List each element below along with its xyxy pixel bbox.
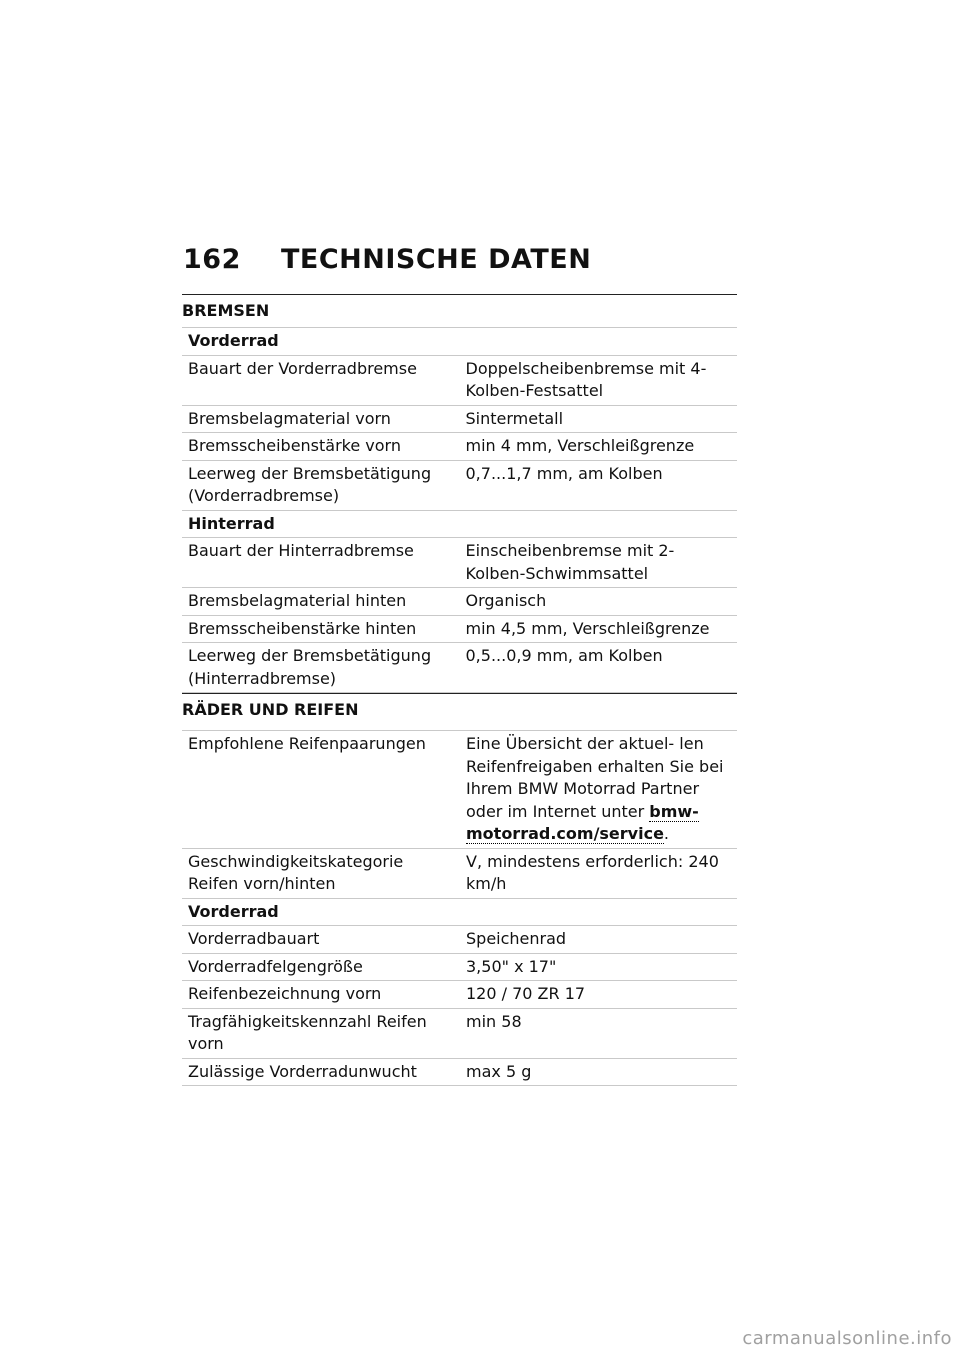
subheading-row [182, 510, 737, 538]
table-row [182, 588, 737, 616]
page-header [183, 243, 743, 277]
table-row [182, 953, 737, 981]
table-row [182, 643, 737, 693]
section-title-wheels: RÄDER UND REIFEN [182, 693, 737, 726]
spec-label: Tragfähigkeitskennzahl Reifen vorn [182, 1008, 460, 1058]
spec-value: V, mindestens erforderlich: 240 km/h [460, 848, 737, 898]
spec-label: Vorderradfelgengröße [182, 953, 460, 981]
spec-value: Sintermetall [460, 405, 738, 433]
spec-value: 120 / 70 ZR 17 [460, 981, 737, 1009]
brakes-table [182, 327, 737, 693]
table-row [182, 1008, 737, 1058]
spec-label: Reifenbezeichnung vorn [182, 981, 460, 1009]
spec-label: Leerweg der Bremsbetätigung (Hinterradbremse) [182, 643, 460, 693]
table-row [182, 460, 737, 510]
spec-label: Vorderradbauart [182, 926, 460, 954]
table-row [182, 731, 737, 849]
spec-value: max 5 g [460, 1058, 737, 1086]
page-number: 162 [183, 244, 241, 275]
spec-value: Einscheibenbremse mit 2-Kolben-Schwimmsattel [460, 538, 738, 588]
spec-value: Doppelscheibenbremse mit 4-Kolben-Festsattel [460, 355, 738, 405]
spec-label: Bauart der Vorderradbremse [182, 355, 460, 405]
spec-value [460, 731, 737, 849]
spec-label: Bremsscheibenstärke hinten [182, 615, 460, 643]
link-suffix: . [663, 824, 670, 843]
subheading-front-wheel: Vorderrad [182, 898, 737, 926]
brakes-section [182, 294, 737, 693]
subheading-row [182, 328, 737, 356]
spec-value: 0,7...1,7 mm, am Kolben [460, 460, 738, 510]
spec-label: Bremsbelagmaterial vorn [182, 405, 460, 433]
spec-label: Leerweg der Bremsbetätigung (Vorderradbremse) [182, 460, 460, 510]
service-link[interactable]: bmw-motorrad.com/service [466, 801, 699, 843]
table-row [182, 848, 737, 898]
subheading-rear-wheel: Hinterrad [182, 510, 737, 538]
table-row [182, 538, 737, 588]
subheading-row [182, 898, 737, 926]
spec-label: Bremsbelagmaterial hinten [182, 588, 460, 616]
spec-value: 3,50" x 17" [460, 953, 737, 981]
spec-value: Organisch [460, 588, 738, 616]
spec-value: min 58 [460, 1008, 737, 1058]
spec-value: 0,5...0,9 mm, am Kolben [460, 643, 738, 693]
table-row [182, 1058, 737, 1086]
table-row [182, 433, 737, 461]
wheels-table [182, 730, 737, 1086]
spec-value: min 4 mm, Verschleißgrenze [460, 433, 738, 461]
wheels-section [182, 693, 737, 1086]
table-row [182, 355, 737, 405]
spec-label: Bauart der Hinterradbremse [182, 538, 460, 588]
spec-label: Bremsscheibenstärke vorn [182, 433, 460, 461]
table-row [182, 615, 737, 643]
chapter-title: TECHNISCHE DATEN [281, 244, 592, 275]
table-row [182, 405, 737, 433]
spec-label: Zulässige Vorderradunwucht [182, 1058, 460, 1086]
subheading-front-wheel: Vorderrad [182, 328, 737, 356]
table-row [182, 981, 737, 1009]
watermark: carmanualsonline.info [742, 1328, 952, 1349]
recommendation-text: Eine Übersicht der aktuel- len Reifenfreigaben erhalten Sie bei Ihrem BMW Motorrad Partner oder im Internet unter [466, 734, 724, 821]
section-title-brakes: BREMSEN [182, 294, 737, 327]
table-row [182, 926, 737, 954]
spec-value: Speichenrad [460, 926, 737, 954]
spec-label: Empfohlene Reifenpaarungen [182, 731, 460, 849]
spec-label: Geschwindigkeitskategorie Reifen vorn/hinten [182, 848, 460, 898]
spec-value: min 4,5 mm, Verschleißgrenze [460, 615, 738, 643]
